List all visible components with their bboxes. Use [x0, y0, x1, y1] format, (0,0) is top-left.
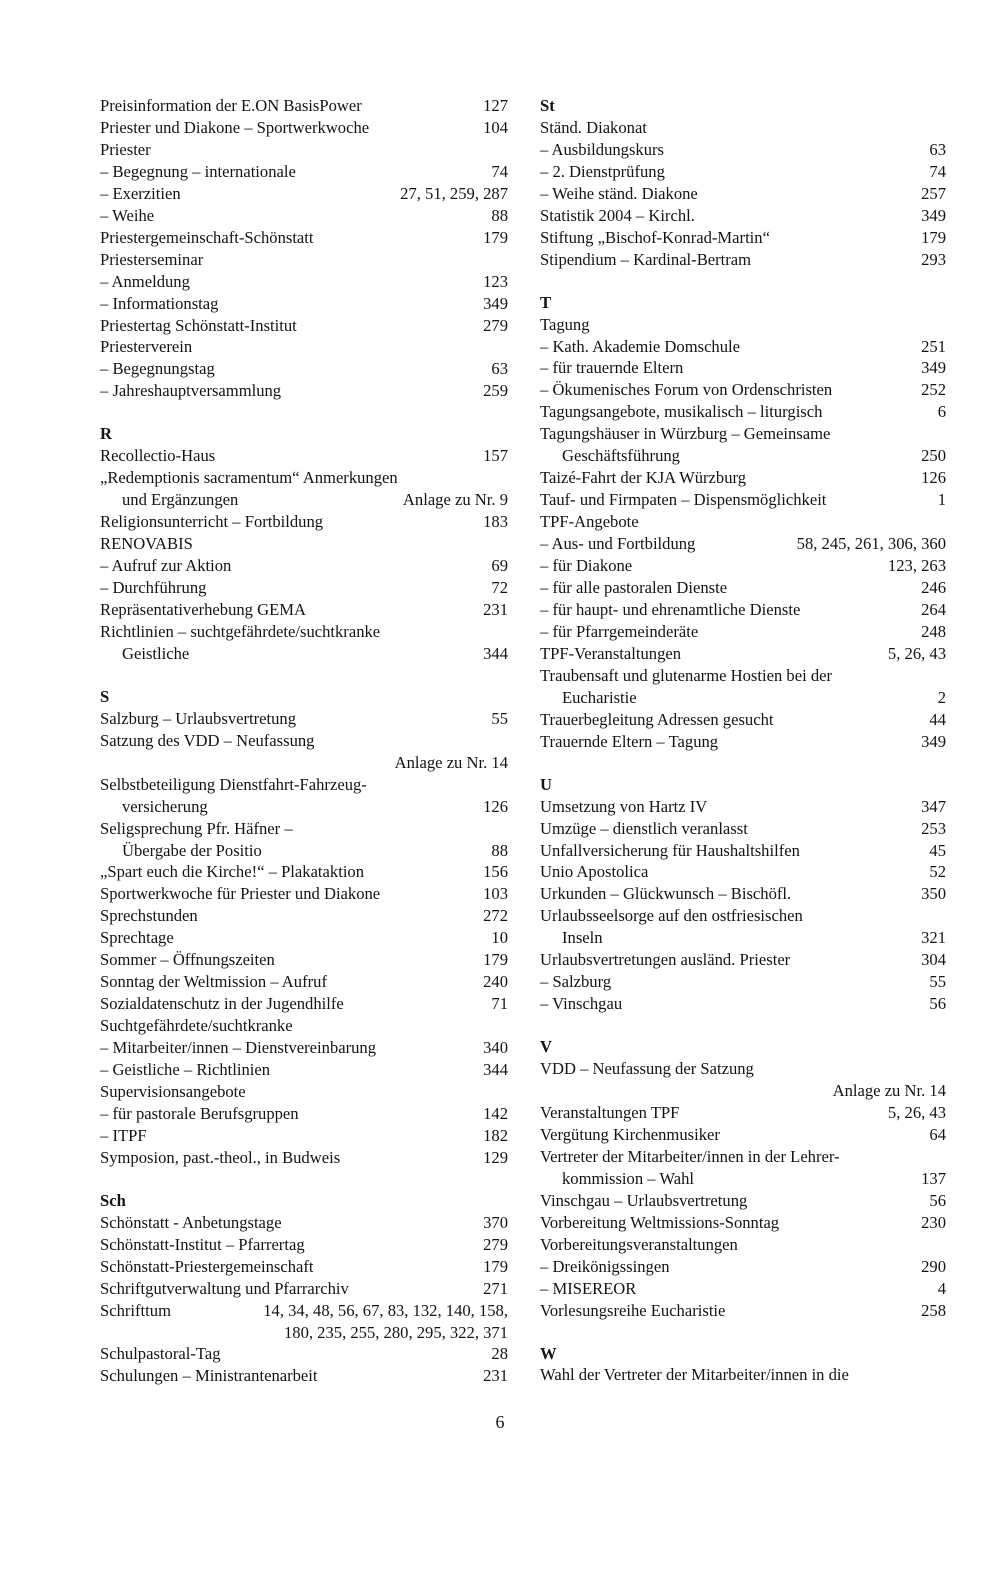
- entry-text: Religionsunterricht – Fortbildung: [100, 512, 324, 532]
- entry-page-ref: 321: [921, 928, 946, 948]
- entry-page-ref: 293: [921, 249, 946, 269]
- entry-text: Schulpastoral-Tag: [100, 1344, 221, 1364]
- entry-text: Schrifttum: [100, 1300, 171, 1320]
- entry-text: Unfallversicherung für Haushaltshilfen: [540, 840, 800, 860]
- index-entry: [540, 401, 946, 423]
- index-entry: [100, 555, 508, 577]
- entry-page-ref: 349: [921, 731, 946, 751]
- entry-page-ref: 252: [921, 380, 946, 400]
- entry-text: Urlaubsvertretungen ausländ. Priester: [540, 950, 791, 970]
- entry-page-ref: 258: [921, 1300, 946, 1320]
- index-entry: [540, 205, 946, 227]
- entry-text: – für trauernde Eltern: [540, 358, 684, 378]
- entry-page-ref: 246: [921, 578, 946, 598]
- index-entry: [100, 883, 508, 905]
- index-entry: [540, 357, 946, 379]
- entry-text: – für Diakone: [540, 556, 633, 576]
- entry-page-ref: 142: [483, 1103, 508, 1123]
- index-entry: [540, 1278, 946, 1300]
- index-entry: [100, 227, 508, 249]
- index-entry-heading: Suchtgefährdete/suchtkranke: [100, 1016, 293, 1036]
- index-entry: [540, 927, 946, 949]
- entry-page-ref: 290: [921, 1256, 946, 1276]
- entry-text: Sprechstunden: [100, 906, 198, 926]
- entry-text: Repräsentativerhebung GEMA: [100, 599, 306, 619]
- entry-text: Umzüge – dienstlich veranlasst: [540, 818, 748, 838]
- entry-page-ref: Anlage zu Nr. 14: [832, 1081, 946, 1101]
- entry-text: – Ökumenisches Forum von Ordenschristen: [540, 380, 833, 400]
- index-entry-heading: Richtlinien – suchtgefährdete/suchtkranke: [100, 621, 381, 641]
- entry-text: Veranstaltungen TPF: [540, 1102, 680, 1122]
- entry-page-ref: 56: [929, 1190, 946, 1210]
- entry-page-ref: 74: [929, 161, 946, 181]
- entry-text: Eucharistie: [562, 687, 637, 707]
- index-entry: [540, 1190, 946, 1212]
- entry-text: – Jahreshauptversammlung: [100, 381, 282, 401]
- entry-page-ref: 182: [483, 1125, 508, 1145]
- index-entry: [540, 227, 946, 249]
- entry-text: TPF-Veranstaltungen: [540, 643, 682, 663]
- index-entry: [540, 1256, 946, 1278]
- entry-text: Inseln: [562, 928, 603, 948]
- index-entry: [540, 971, 946, 993]
- index-entry: [540, 577, 946, 599]
- entry-page-ref: 180, 235, 255, 280, 295, 322, 371: [283, 1322, 508, 1342]
- entry-text: – Geistliche – Richtlinien: [100, 1060, 271, 1080]
- entry-page-ref: 257: [921, 183, 946, 203]
- entry-page-ref: 279: [483, 1234, 508, 1254]
- entry-text: Preisinformation der E.ON BasisPower: [100, 96, 362, 115]
- entry-page-ref: 10: [491, 928, 508, 948]
- entry-text: – Informationstag: [100, 293, 219, 313]
- entry-text: Schriftgutverwaltung und Pfarrarchiv: [100, 1278, 349, 1298]
- index-entry-heading: Tagungshäuser in Würzburg – Gemeinsame: [540, 424, 831, 444]
- section-letter: S: [100, 686, 110, 706]
- index-entry-heading: Vertreter der Mitarbeiter/innen in der Lehrer-: [540, 1146, 840, 1166]
- entry-text: – Anmeldung: [100, 271, 190, 291]
- entry-text: Unio Apostolica: [540, 862, 649, 882]
- entry-text: Sozialdatenschutz in der Jugendhilfe: [100, 994, 344, 1014]
- section-letter: W: [540, 1343, 557, 1363]
- entry-text: Geistliche: [122, 643, 190, 663]
- index-entry: [100, 1125, 508, 1147]
- index-entry: [100, 599, 508, 621]
- entry-text: – MISEREOR: [540, 1278, 637, 1298]
- entry-page-ref: 45: [929, 840, 946, 860]
- entry-text: Übergabe der Positio: [122, 840, 262, 860]
- index-entry: [100, 358, 508, 380]
- entry-text: Trauerbegleitung Adressen gesucht: [540, 709, 774, 729]
- index-entry: [540, 993, 946, 1015]
- entry-text: Urkunden – Glückwunsch – Bischöfl.: [540, 884, 792, 904]
- entry-text: – Salzburg: [540, 972, 612, 992]
- index-entry: [100, 1343, 508, 1365]
- index-entry: [540, 467, 946, 489]
- section-letter: Sch: [100, 1190, 126, 1210]
- entry-page-ref: 370: [483, 1212, 508, 1232]
- index-entry: [540, 183, 946, 205]
- entry-text: – Aufruf zur Aktion: [100, 556, 232, 576]
- entry-text: Sprechtage: [100, 928, 174, 948]
- entry-text: Schönstatt - Anbetungstage: [100, 1212, 282, 1232]
- entry-page-ref: Anlage zu Nr. 14: [394, 752, 508, 772]
- index-entry-heading: Traubensaft und glutenarme Hostien bei der: [540, 665, 833, 685]
- index-entry: [540, 1102, 946, 1124]
- entry-page-ref: 230: [921, 1212, 946, 1232]
- entry-text: versicherung: [122, 796, 208, 816]
- entry-text: – Dreikönigssingen: [540, 1256, 670, 1276]
- entry-page-ref: 123, 263: [887, 556, 946, 576]
- index-entry: [540, 1124, 946, 1146]
- entry-page-ref: 28: [491, 1344, 508, 1364]
- index-entry: [100, 577, 508, 599]
- index-entry: [100, 1103, 508, 1125]
- entry-text: – Begegnung – internationale: [100, 161, 296, 181]
- entry-page-ref: 344: [483, 1060, 508, 1080]
- entry-page-ref: 231: [483, 599, 508, 619]
- index-entry-heading: TPF-Angebote: [540, 512, 639, 532]
- entry-page-ref: 279: [483, 315, 508, 335]
- section-letter: St: [540, 96, 555, 115]
- index-entry: [100, 117, 508, 139]
- entry-text: Statistik 2004 – Kirchl.: [540, 205, 695, 225]
- entry-text: Priestertag Schönstatt-Institut: [100, 315, 297, 335]
- entry-text: Schönstatt-Priestergemeinschaft: [100, 1256, 314, 1276]
- entry-text: – Aus- und Fortbildung: [540, 534, 696, 554]
- entry-text: – für Pfarrgemeinderäte: [540, 621, 699, 641]
- entry-page-ref: 137: [921, 1168, 946, 1188]
- index-column-right: [540, 95, 946, 1386]
- entry-page-ref: 58, 245, 261, 306, 360: [796, 534, 946, 554]
- section-letter: U: [540, 774, 552, 794]
- index-entry: [540, 861, 946, 883]
- entry-page-ref: 347: [921, 796, 946, 816]
- entry-text: Schönstatt-Institut – Pfarrertag: [100, 1234, 305, 1254]
- entry-text: – für pastorale Berufsgruppen: [100, 1103, 299, 1123]
- entry-page-ref: 127: [483, 96, 508, 115]
- entry-page-ref: 5, 26, 43: [887, 643, 946, 663]
- entry-page-ref: 231: [483, 1366, 508, 1386]
- entry-page-ref: 63: [929, 139, 946, 159]
- entry-page-ref: 88: [491, 205, 508, 225]
- index-entry: [100, 949, 508, 971]
- index-entry: [100, 315, 508, 337]
- entry-page-ref: 126: [483, 796, 508, 816]
- index-column-left: [100, 95, 508, 1387]
- entry-page-ref: 72: [491, 578, 508, 598]
- index-entry: [540, 379, 946, 401]
- entry-page-ref: 69: [491, 556, 508, 576]
- index-entry: [540, 139, 946, 161]
- index-entry: [100, 95, 508, 117]
- index-entry: [100, 380, 508, 402]
- index-entry: [540, 796, 946, 818]
- index-entry: [540, 249, 946, 271]
- entry-text: – Ausbildungskurs: [540, 139, 665, 159]
- index-entry-heading: Ständ. Diakonat: [540, 117, 647, 137]
- index-entry: [540, 555, 946, 577]
- index-entry: [100, 489, 508, 511]
- entry-text: Symposion, past.-theol., in Budweis: [100, 1147, 341, 1167]
- entry-text: – Durchführung: [100, 578, 207, 598]
- entry-text: – Weihe: [100, 205, 155, 225]
- entry-page-ref: 350: [921, 884, 946, 904]
- entry-text: Trauernde Eltern – Tagung: [540, 731, 719, 751]
- entry-page-ref: 44: [929, 709, 946, 729]
- index-entry: [540, 1212, 946, 1234]
- entry-text: Vorlesungsreihe Eucharistie: [540, 1300, 726, 1320]
- index-entry: [540, 1168, 946, 1190]
- index-entry: [100, 993, 508, 1015]
- index-entry: [100, 861, 508, 883]
- index-entry-heading: Urlaubsseelsorge auf den ostfriesischen: [540, 906, 803, 926]
- index-entry: [100, 1365, 508, 1387]
- entry-page-ref: 2: [937, 687, 946, 707]
- entry-text: Tauf- und Firmpaten – Dispensmöglichkeit: [540, 490, 827, 510]
- entry-page-ref: Anlage zu Nr. 9: [402, 490, 508, 510]
- entry-page-ref: 253: [921, 818, 946, 838]
- section-letter: T: [540, 292, 552, 312]
- entry-page-ref: 126: [921, 468, 946, 488]
- index-entry: [540, 643, 946, 665]
- index-entry-heading: Selbstbeteiligung Dienstfahrt-Fahrzeug-: [100, 774, 367, 794]
- entry-page-ref: 4: [937, 1278, 946, 1298]
- entry-page-ref: 340: [483, 1038, 508, 1058]
- index-entry-heading: Supervisionsangebote: [100, 1081, 246, 1101]
- index-entry: [100, 905, 508, 927]
- entry-page-ref: 349: [921, 205, 946, 225]
- index-entry: [100, 1212, 508, 1234]
- entry-page-ref: 271: [483, 1278, 508, 1298]
- index-entry: [100, 271, 508, 293]
- entry-text: Vergütung Kirchenmusiker: [540, 1124, 720, 1144]
- entry-text: – Begegnungstag: [100, 359, 215, 379]
- index-entry: [100, 1234, 508, 1256]
- page-number: 6: [495, 1412, 505, 1432]
- index-entry: [100, 205, 508, 227]
- index-entry-heading: Wahl der Vertreter der Mitarbeiter/innen in die: [540, 1365, 849, 1385]
- index-entry: [540, 731, 946, 753]
- entry-text: Stiftung „Bischof-Konrad-Martin“: [540, 227, 770, 247]
- index-entry: [100, 840, 508, 862]
- index-entry: [540, 533, 946, 555]
- entry-page-ref: 248: [921, 621, 946, 641]
- entry-text: Stipendium – Kardinal-Bertram: [540, 249, 752, 269]
- entry-page-ref: 27, 51, 259, 287: [400, 183, 508, 203]
- entry-page-ref: 156: [483, 862, 508, 882]
- entry-page-ref: 55: [929, 972, 946, 992]
- entry-page-ref: 71: [491, 994, 508, 1014]
- entry-page-ref: 344: [483, 643, 508, 663]
- index-entry-heading: Vorbereitungsveranstaltungen: [540, 1234, 738, 1254]
- entry-text: „Spart euch die Kirche!“ – Plakataktion: [100, 862, 365, 882]
- section-letter: R: [100, 424, 112, 444]
- entry-page-ref: 55: [491, 708, 508, 728]
- index-entry-heading: Satzung des VDD – Neufassung: [100, 730, 315, 750]
- index-entry: [540, 621, 946, 643]
- entry-page-ref: 5, 26, 43: [887, 1102, 946, 1122]
- index-entry: [540, 818, 946, 840]
- index-entry: [540, 445, 946, 467]
- entry-text: – 2. Dienstprüfung: [540, 161, 665, 181]
- section-letter: V: [540, 1037, 552, 1057]
- entry-page-ref: 129: [483, 1147, 508, 1167]
- index-entry-heading: „Redemptionis sacramentum“ Anmerkungen: [100, 468, 398, 488]
- entry-text: – für haupt- und ehrenamtliche Dienste: [540, 599, 801, 619]
- entry-text: – ITPF: [100, 1125, 147, 1145]
- index-entry: [100, 1037, 508, 1059]
- entry-text: Priester und Diakone – Sportwerkwoche: [100, 117, 370, 137]
- index-entry: [100, 1147, 508, 1169]
- index-entry: [540, 336, 946, 358]
- entry-text: Sommer – Öffnungszeiten: [100, 950, 275, 970]
- entry-page-ref: 179: [483, 227, 508, 247]
- entry-page-ref: 240: [483, 972, 508, 992]
- entry-page-ref: 63: [491, 359, 508, 379]
- entry-page-ref: 349: [921, 358, 946, 378]
- index-entry: [100, 708, 508, 730]
- index-entry: [540, 161, 946, 183]
- entry-page-ref: 264: [921, 599, 946, 619]
- entry-page-ref: 14, 34, 48, 56, 67, 83, 132, 140, 158,: [263, 1300, 508, 1320]
- entry-page-ref: 304: [921, 950, 946, 970]
- index-entry: [100, 1059, 508, 1081]
- index-entry: [100, 183, 508, 205]
- entry-text: – Weihe ständ. Diakone: [540, 183, 698, 203]
- entry-text: Salzburg – Urlaubsvertretung: [100, 708, 297, 728]
- entry-page-ref: 123: [483, 271, 508, 291]
- entry-page-ref: 157: [483, 446, 508, 466]
- index-entry: [100, 445, 508, 467]
- entry-text: – für alle pastoralen Dienste: [540, 578, 728, 598]
- entry-text: – Mitarbeiter/innen – Dienstvereinbarung: [100, 1038, 377, 1058]
- index-entry-heading: Tagung: [540, 314, 590, 334]
- entry-text: Sonntag der Weltmission – Aufruf: [100, 972, 327, 992]
- entry-page-ref: 52: [929, 862, 946, 882]
- entry-page-ref: 104: [483, 117, 508, 137]
- entry-text: – Kath. Akademie Domschule: [540, 336, 740, 356]
- index-entry-heading: Priester: [100, 139, 151, 159]
- entry-page-ref: 64: [929, 1124, 946, 1144]
- entry-text: Tagungsangebote, musikalisch – liturgisch: [540, 402, 823, 422]
- entry-page-ref: 1: [937, 490, 946, 510]
- entry-page-ref: 6: [937, 402, 946, 422]
- index-entry: [540, 599, 946, 621]
- entry-text: Geschäftsführung: [562, 446, 680, 466]
- index-entry: [100, 796, 508, 818]
- entry-page-ref: 272: [483, 906, 508, 926]
- entry-page-ref: 251: [921, 336, 946, 356]
- entry-page-ref: 56: [929, 994, 946, 1014]
- index-entry-heading: Seligsprechung Pfr. Häfner –: [100, 818, 293, 838]
- entry-page-ref: 179: [483, 950, 508, 970]
- index-entry: [100, 161, 508, 183]
- entry-text: – Exerzitien: [100, 183, 181, 203]
- index-entry: [540, 709, 946, 731]
- index-entry-heading: Priesterverein: [100, 337, 193, 357]
- index-entry: [100, 293, 508, 315]
- index-entry-heading: VDD – Neufassung der Satzung: [540, 1059, 754, 1079]
- index-entry: [540, 489, 946, 511]
- entry-text: kommission – Wahl: [562, 1168, 695, 1188]
- entry-text: Schulungen – Ministrantenarbeit: [100, 1366, 318, 1386]
- entry-page-ref: 74: [491, 161, 508, 181]
- index-entry: [540, 949, 946, 971]
- entry-text: Recollectio-Haus: [100, 446, 216, 466]
- entry-text: und Ergänzungen: [122, 490, 239, 510]
- index-entry-heading: RENOVABIS: [100, 534, 193, 554]
- index-entry: [100, 971, 508, 993]
- entry-text: Priestergemeinschaft-Schönstatt: [100, 227, 314, 247]
- index-entry: [100, 1278, 508, 1300]
- index-entry: [100, 927, 508, 949]
- index-entry: [100, 1300, 508, 1322]
- index-entry: [540, 687, 946, 709]
- entry-page-ref: 259: [483, 381, 508, 401]
- index-entry-heading: Priesterseminar: [100, 249, 204, 269]
- entry-page-ref: 88: [491, 840, 508, 860]
- entry-text: – Vinschgau: [540, 994, 623, 1014]
- index-entry: [100, 1256, 508, 1278]
- index-entry: [100, 511, 508, 533]
- entry-page-ref: 349: [483, 293, 508, 313]
- index-entry: [540, 1300, 946, 1322]
- entry-text: Umsetzung von Hartz IV: [540, 796, 708, 816]
- entry-text: Vinschgau – Urlaubsvertretung: [540, 1190, 748, 1210]
- entry-text: Vorbereitung Weltmissions-Sonntag: [540, 1212, 780, 1232]
- index-entry: [100, 643, 508, 665]
- entry-page-ref: 103: [483, 884, 508, 904]
- entry-page-ref: 179: [921, 227, 946, 247]
- entry-text: Taizé-Fahrt der KJA Würzburg: [540, 468, 747, 488]
- index-entry: [540, 840, 946, 862]
- entry-page-ref: 179: [483, 1256, 508, 1276]
- entry-page-ref: 183: [483, 512, 508, 532]
- entry-page-ref: 250: [921, 446, 946, 466]
- entry-text: Sportwerkwoche für Priester und Diakone: [100, 884, 381, 904]
- index-entry: [540, 883, 946, 905]
